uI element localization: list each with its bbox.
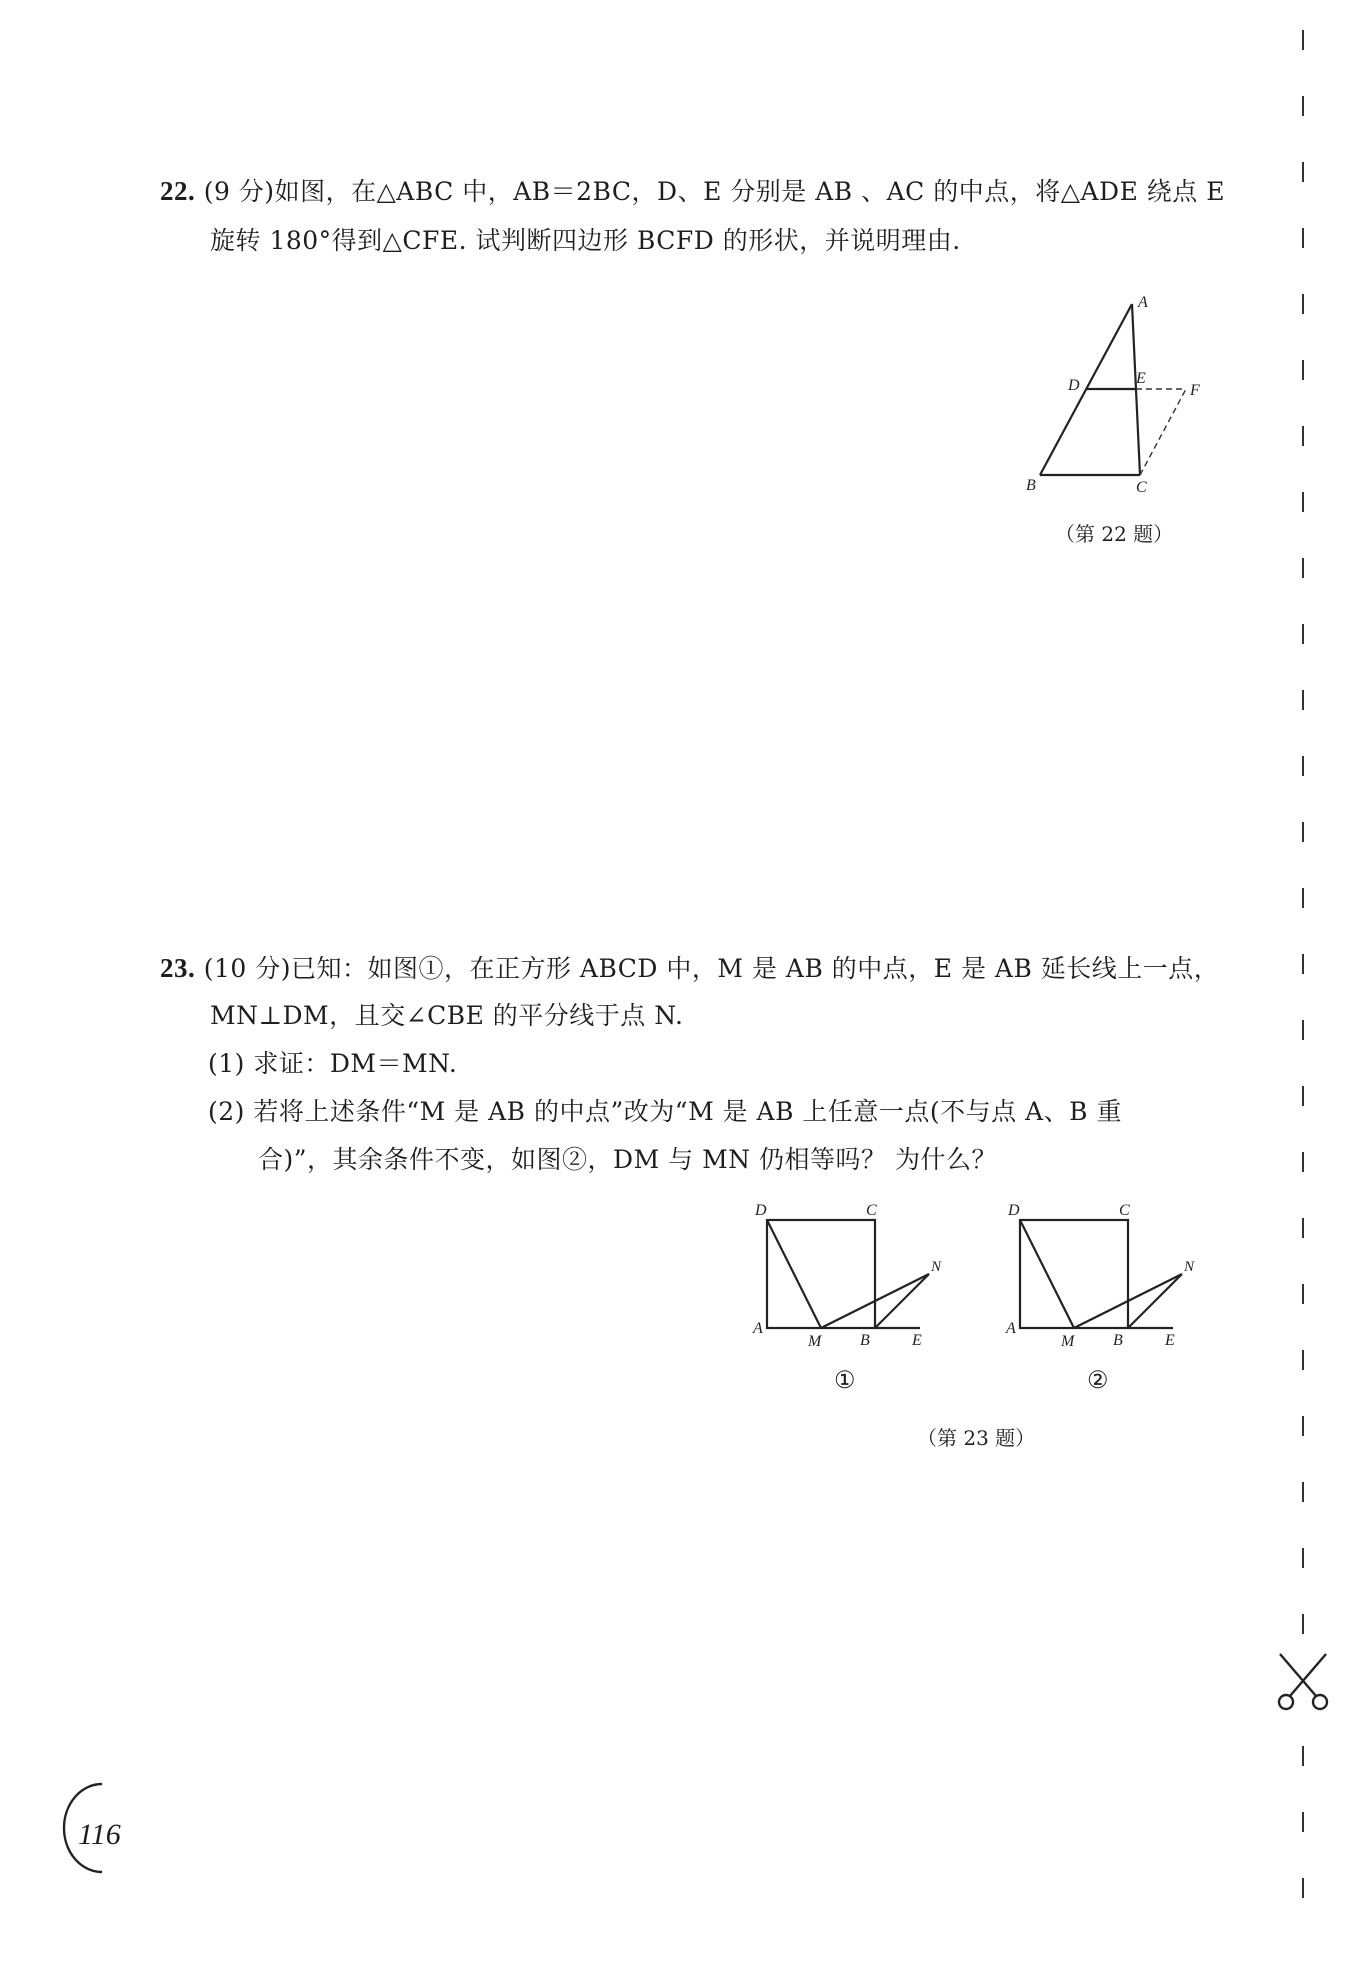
square-ABCD [767,1220,875,1328]
figure-23-1-marker: ① [834,1366,856,1394]
cut-line-dash [1302,888,1304,908]
label-D: D [755,1202,767,1219]
figure-23-2-marker: ② [1087,1366,1109,1394]
figure-22-caption: （第 22 题） [1055,522,1174,546]
label-N: N [1184,1259,1195,1275]
cut-line-dash [1302,294,1304,314]
cut-line-dash [1302,1284,1304,1304]
label-M: M [808,1333,822,1350]
problem-23-text-1: (10 分)已知：如图①，在正方形 ABCD 中，M 是 AB 的中点，E 是 AB 延长线上一点， [203,954,1220,983]
cut-line-dash [1302,1020,1304,1040]
problem-23-part-1: (1) 求证：DM＝MN. [208,1049,458,1078]
cut-line-dash [1302,954,1304,974]
problem-23-line-1 [160,952,1219,985]
cut-line-dash [1302,426,1304,446]
label-D: D [1008,1202,1020,1219]
cut-line-dash [1302,228,1304,248]
cut-line-dash [1302,624,1304,644]
label-M: M [1061,1333,1075,1350]
segment-DM [767,1220,821,1328]
label-A: A [753,1320,763,1337]
problem-22-number: 22. [160,176,196,206]
cut-line-dash [1302,1482,1304,1502]
cut-line-dash [1302,30,1304,50]
label-B: B [1113,1332,1123,1349]
figure-23-1 [745,1195,955,1350]
problem-22-text-1: (9 分)如图，在△ABC 中，AB＝2BC，D、E 分别是 AB 、AC 的中点，将△ADE 绕点 E [203,177,1225,206]
label-C: C [1119,1202,1130,1219]
label-F: F [1190,382,1200,399]
cut-line-dash [1302,1614,1304,1634]
label-C: C [1136,479,1147,496]
cut-line-dash [1302,492,1304,512]
segment-BN [1128,1274,1182,1328]
label-E: E [1136,370,1146,387]
cut-line-dash [1302,162,1304,182]
label-A: A [1138,294,1148,311]
page-number: 116 [78,1818,121,1851]
cut-line-dash [1302,756,1304,776]
cut-line-dash [1302,1746,1304,1766]
label-D: D [1068,377,1080,394]
cut-line-dash [1302,1152,1304,1172]
problem-23-part-2-line-1: (2) 若将上述条件“M 是 AB 的中点”改为“M 是 AB 上任意一点(不与点 A、B 重 [208,1097,1123,1126]
figure-23-caption: （第 23 题） [917,1426,1036,1450]
label-E: E [1165,1332,1175,1349]
label-B: B [1026,477,1036,494]
cut-line-dash [1302,1350,1304,1370]
problem-22-line-1 [160,175,1225,208]
problem-23-line-2: MN⊥DM，且交∠CBE 的平分线于点 N. [210,1001,684,1030]
scissors-icon [1272,1650,1334,1712]
cut-line-dash [1302,96,1304,116]
label-E: E [912,1332,922,1349]
problem-22-line-2: 旋转 180°得到△CFE. 试判断四边形 BCFD 的形状，并说明理由. [210,226,961,255]
cut-line-dash [1302,690,1304,710]
cut-line-dash [1302,822,1304,842]
problem-23-number: 23. [160,953,196,983]
cut-line-dash [1302,1218,1304,1238]
figure-22 [1010,290,1230,500]
cut-line-dash [1302,1086,1304,1106]
label-N: N [931,1259,942,1275]
segment-CF-dashed [1140,389,1186,475]
label-C: C [866,1202,877,1219]
cut-line-dash [1302,360,1304,380]
label-A: A [1006,1320,1016,1337]
cut-line-dash [1302,1878,1304,1898]
label-B: B [860,1332,870,1349]
cut-line-dash [1302,1548,1304,1568]
cut-line-dash [1302,1416,1304,1436]
square-ABCD [1020,1220,1128,1328]
problem-23-part-2-line-2: 合)”，其余条件不变，如图②，DM 与 MN 仍相等吗？ 为什么？ [258,1145,997,1174]
segment-BN [875,1274,929,1328]
segment-DM [1020,1220,1074,1328]
cut-line-dash [1302,558,1304,578]
cut-line-dash [1302,1812,1304,1832]
figure-23-2 [998,1195,1208,1350]
